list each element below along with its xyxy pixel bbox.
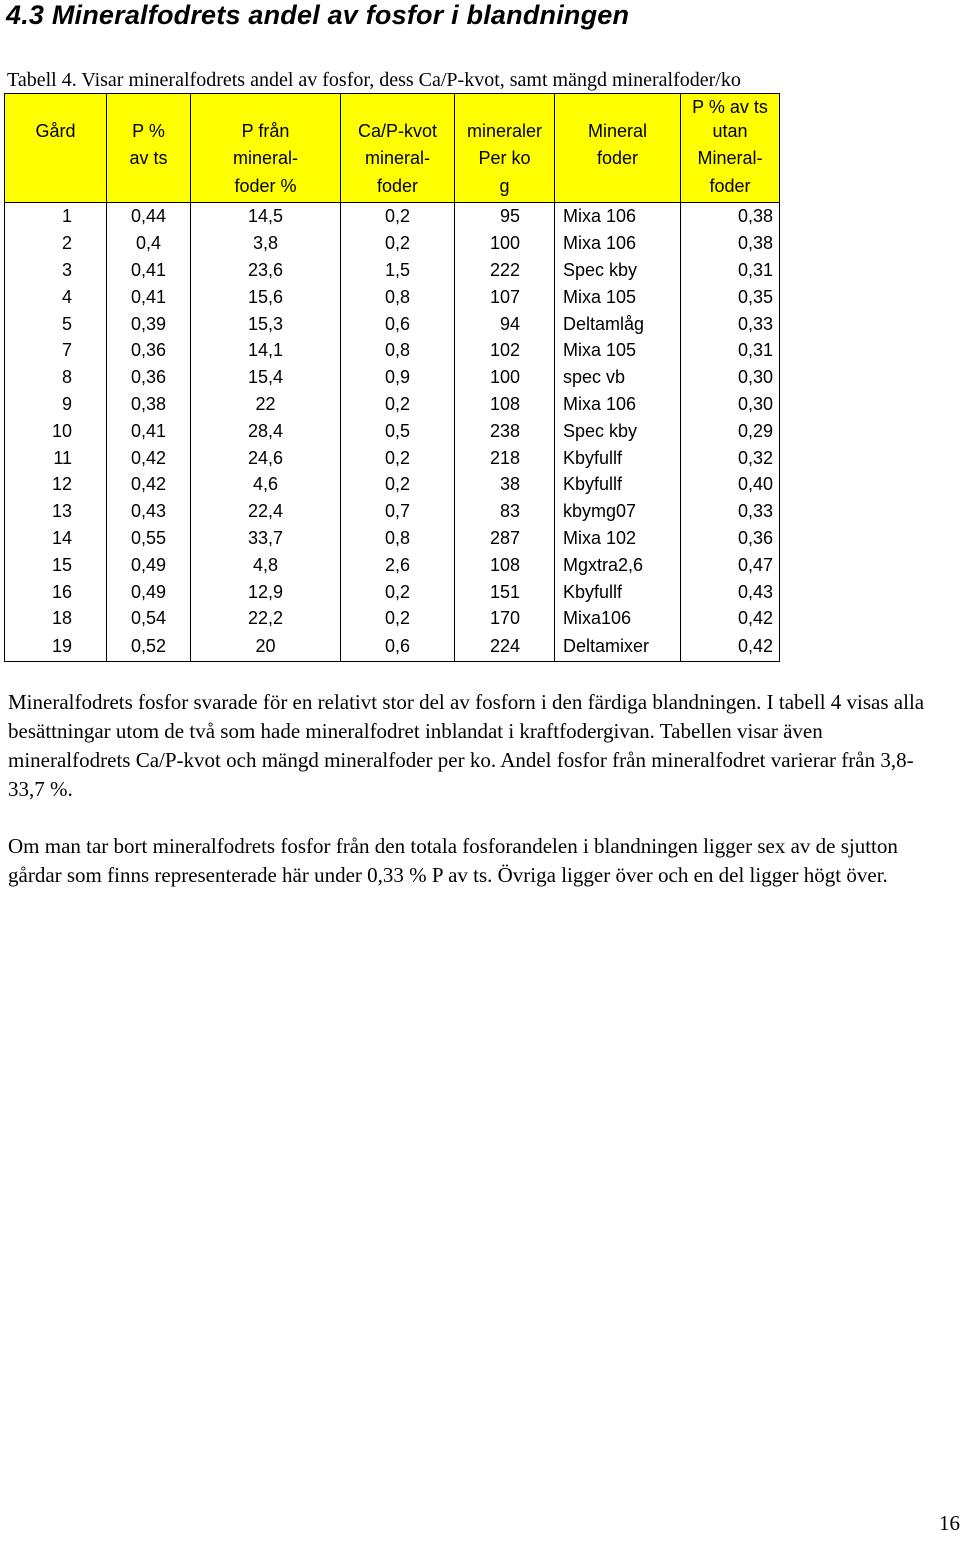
cell-mineralfoder: kbymg07: [555, 498, 681, 525]
cell-mineralfoder: Mixa106: [555, 605, 681, 632]
mineral-table: [4, 93, 780, 662]
table-row: [5, 551, 780, 578]
header-line: P % av ts: [692, 97, 768, 117]
cell-ca-p-kvot: 0,2: [341, 391, 455, 418]
cell-gard: 16: [5, 578, 107, 605]
cell-mineralfoder: Deltamixer: [555, 632, 681, 662]
cell-gard: 2: [5, 230, 107, 257]
cell-mineralfoder: Kbyfullf: [555, 471, 681, 498]
table-row: [5, 471, 780, 498]
header-line: P från: [241, 121, 290, 141]
header-line: foder: [709, 176, 751, 196]
table-row: [5, 605, 780, 632]
cell-ca-p-kvot: 0,8: [341, 283, 455, 310]
cell-p-av-ts: 0,42: [107, 444, 191, 471]
table-body: [5, 203, 780, 662]
table-row: [5, 230, 780, 257]
cell-ca-p-kvot: 0,2: [341, 471, 455, 498]
cell-mineraler-per-ko: 287: [455, 525, 555, 552]
cell-mineraler-per-ko: 100: [455, 230, 555, 257]
cell-gard: 19: [5, 632, 107, 662]
cell-p-av-ts: 0,44: [107, 203, 191, 230]
cell-gard: 7: [5, 337, 107, 364]
cell-mineraler-per-ko: 218: [455, 444, 555, 471]
cell-p-av-ts: 0,36: [107, 337, 191, 364]
cell-gard: 1: [5, 203, 107, 230]
header-line: av ts: [129, 148, 168, 168]
cell-ca-p-kvot: 0,8: [341, 525, 455, 552]
table-row: [5, 203, 780, 230]
header-mineraler-per-ko: [455, 94, 555, 203]
header-line: foder: [596, 148, 639, 168]
cell-gard: 4: [5, 283, 107, 310]
header-line: utan: [712, 121, 748, 141]
cell-ca-p-kvot: 0,2: [341, 230, 455, 257]
cell-gard: 8: [5, 364, 107, 391]
cell-ca-p-kvot: 0,2: [341, 203, 455, 230]
header-line: Ca/P-kvot: [357, 121, 438, 141]
cell-p-fran-mineralfoder: 28,4: [191, 417, 341, 444]
cell-mineraler-per-ko: 222: [455, 257, 555, 284]
cell-p-fran-mineralfoder: 22,4: [191, 498, 341, 525]
header-p-fran-mineralfoder: [191, 94, 341, 203]
cell-mineraler-per-ko: 108: [455, 391, 555, 418]
paragraph-2: Om man tar bort mineralfodrets fosfor från den totala fosforandelen i blandningen ligger sex av de sjutton gårdar som finns representerade här under 0,33 % P av ts. Övriga ligger över och en del ligger högt över.: [8, 834, 898, 887]
cell-p-fran-mineralfoder: 14,5: [191, 203, 341, 230]
cell-mineralfoder: Mixa 106: [555, 391, 681, 418]
cell-mineralfoder: Spec kby: [555, 257, 681, 284]
cell-p-av-ts: 0,36: [107, 364, 191, 391]
cell-mineraler-per-ko: 102: [455, 337, 555, 364]
cell-p-utan-mineralfoder: 0,31: [681, 257, 780, 284]
table-header-row: [5, 94, 780, 203]
table-row: [5, 257, 780, 284]
cell-p-utan-mineralfoder: 0,35: [681, 283, 780, 310]
cell-p-av-ts: 0,43: [107, 498, 191, 525]
cell-p-utan-mineralfoder: 0,33: [681, 310, 780, 337]
cell-p-utan-mineralfoder: 0,36: [681, 525, 780, 552]
cell-p-utan-mineralfoder: 0,33: [681, 498, 780, 525]
cell-gard: 18: [5, 605, 107, 632]
cell-p-utan-mineralfoder: 0,42: [681, 632, 780, 662]
cell-p-utan-mineralfoder: 0,32: [681, 444, 780, 471]
cell-ca-p-kvot: 2,6: [341, 551, 455, 578]
cell-mineralfoder: spec vb: [555, 364, 681, 391]
cell-p-av-ts: 0,55: [107, 525, 191, 552]
cell-p-utan-mineralfoder: 0,38: [681, 230, 780, 257]
cell-p-utan-mineralfoder: 0,43: [681, 578, 780, 605]
header-line: mineral-: [232, 148, 298, 168]
cell-p-utan-mineralfoder: 0,29: [681, 417, 780, 444]
paragraph-1: Mineralfodrets fosfor svarade för en relativt stor del av fosforn i den färdiga blandningen. I tabell 4 visas alla besättningar utom de två som hade mineralfodret inblandat i kraftfodergivan. Tabellen visar även mineralfodrets Ca/P-kvot och mängd mineralfoder per ko. Andel fosfor från mineralfodret varierar från 3,8-33,7 %.: [8, 690, 925, 801]
table-row: [5, 578, 780, 605]
cell-mineralfoder: Kbyfullf: [555, 444, 681, 471]
cell-gard: 15: [5, 551, 107, 578]
header-ca-p-kvot: [341, 94, 455, 203]
cell-p-av-ts: 0,41: [107, 283, 191, 310]
cell-gard: 10: [5, 417, 107, 444]
header-line: g: [499, 176, 510, 196]
table-row: [5, 498, 780, 525]
header-line: Gård: [35, 121, 76, 141]
header-mineralfoder: [555, 94, 681, 203]
cell-p-fran-mineralfoder: 22,2: [191, 605, 341, 632]
cell-ca-p-kvot: 1,5: [341, 257, 455, 284]
cell-p-av-ts: 0,42: [107, 471, 191, 498]
cell-p-utan-mineralfoder: 0,47: [681, 551, 780, 578]
table-row: [5, 337, 780, 364]
cell-gard: 12: [5, 471, 107, 498]
table-row: [5, 417, 780, 444]
cell-p-av-ts: 0,38: [107, 391, 191, 418]
table-row: [5, 364, 780, 391]
table-row: [5, 444, 780, 471]
cell-ca-p-kvot: 0,5: [341, 417, 455, 444]
header-line: Per ko: [478, 148, 531, 168]
cell-mineraler-per-ko: 38: [455, 471, 555, 498]
cell-p-fran-mineralfoder: 14,1: [191, 337, 341, 364]
cell-ca-p-kvot: 0,6: [341, 310, 455, 337]
table-caption: Tabell 4. Visar mineralfodrets andel av fosfor, dess Ca/P-kvot, samt mängd mineralfoder/ko: [7, 69, 741, 91]
page-number: 16: [939, 1511, 960, 1535]
header-line: P %: [132, 121, 165, 141]
cell-p-fran-mineralfoder: 33,7: [191, 525, 341, 552]
cell-mineralfoder: Spec kby: [555, 417, 681, 444]
cell-gard: 11: [5, 444, 107, 471]
cell-mineraler-per-ko: 170: [455, 605, 555, 632]
cell-mineraler-per-ko: 107: [455, 283, 555, 310]
cell-ca-p-kvot: 0,2: [341, 578, 455, 605]
table-row: [5, 310, 780, 337]
cell-mineraler-per-ko: 151: [455, 578, 555, 605]
table-row: [5, 391, 780, 418]
cell-mineralfoder: Mixa 106: [555, 230, 681, 257]
cell-p-utan-mineralfoder: 0,30: [681, 364, 780, 391]
cell-p-fran-mineralfoder: 15,4: [191, 364, 341, 391]
cell-p-utan-mineralfoder: 0,31: [681, 337, 780, 364]
cell-mineraler-per-ko: 94: [455, 310, 555, 337]
cell-gard: 9: [5, 391, 107, 418]
cell-gard: 14: [5, 525, 107, 552]
cell-mineraler-per-ko: 100: [455, 364, 555, 391]
cell-p-fran-mineralfoder: 12,9: [191, 578, 341, 605]
cell-ca-p-kvot: 0,6: [341, 632, 455, 662]
cell-ca-p-kvot: 0,9: [341, 364, 455, 391]
header-line: mineraler: [466, 121, 543, 141]
cell-ca-p-kvot: 0,7: [341, 498, 455, 525]
cell-p-av-ts: 0,4: [107, 230, 191, 257]
cell-mineralfoder: Mgxtra2,6: [555, 551, 681, 578]
cell-p-av-ts: 0,39: [107, 310, 191, 337]
cell-p-fran-mineralfoder: 23,6: [191, 257, 341, 284]
table-row: [5, 525, 780, 552]
cell-p-fran-mineralfoder: 4,6: [191, 471, 341, 498]
cell-p-fran-mineralfoder: 15,6: [191, 283, 341, 310]
cell-mineralfoder: Mixa 102: [555, 525, 681, 552]
cell-mineralfoder: Kbyfullf: [555, 578, 681, 605]
cell-p-fran-mineralfoder: 22: [191, 391, 341, 418]
header-line: Mineral: [587, 121, 648, 141]
cell-gard: 13: [5, 498, 107, 525]
cell-mineraler-per-ko: 108: [455, 551, 555, 578]
cell-mineraler-per-ko: 224: [455, 632, 555, 662]
header-line: foder %: [234, 176, 297, 196]
cell-gard: 3: [5, 257, 107, 284]
header-line: foder: [376, 176, 419, 196]
section-heading: 4.3 Mineralfodrets andel av fosfor i blandningen: [6, 0, 630, 30]
cell-mineraler-per-ko: 95: [455, 203, 555, 230]
cell-p-av-ts: 0,52: [107, 632, 191, 662]
header-gard: [5, 94, 107, 203]
header-line: Mineral-: [697, 148, 763, 168]
cell-mineralfoder: Deltamlåg: [555, 310, 681, 337]
cell-ca-p-kvot: 0,2: [341, 444, 455, 471]
cell-p-utan-mineralfoder: 0,40: [681, 471, 780, 498]
cell-gard: 5: [5, 310, 107, 337]
table-row: [5, 632, 780, 662]
cell-mineralfoder: Mixa 105: [555, 337, 681, 364]
cell-mineralfoder: Mixa 105: [555, 283, 681, 310]
cell-p-av-ts: 0,49: [107, 578, 191, 605]
cell-ca-p-kvot: 0,2: [341, 605, 455, 632]
cell-p-fran-mineralfoder: 3,8: [191, 230, 341, 257]
cell-p-fran-mineralfoder: 20: [191, 632, 341, 662]
cell-p-fran-mineralfoder: 15,3: [191, 310, 341, 337]
cell-p-fran-mineralfoder: 4,8: [191, 551, 341, 578]
cell-ca-p-kvot: 0,8: [341, 337, 455, 364]
cell-p-av-ts: 0,49: [107, 551, 191, 578]
cell-p-utan-mineralfoder: 0,38: [681, 203, 780, 230]
cell-p-utan-mineralfoder: 0,42: [681, 605, 780, 632]
header-p-utan-mineralfoder: [681, 94, 780, 203]
cell-mineraler-per-ko: 83: [455, 498, 555, 525]
table-row: [5, 283, 780, 310]
cell-mineraler-per-ko: 238: [455, 417, 555, 444]
header-line: mineral-: [364, 148, 430, 168]
header-p-av-ts: [107, 94, 191, 203]
cell-p-av-ts: 0,54: [107, 605, 191, 632]
cell-p-av-ts: 0,41: [107, 417, 191, 444]
cell-p-fran-mineralfoder: 24,6: [191, 444, 341, 471]
cell-p-av-ts: 0,41: [107, 257, 191, 284]
cell-mineralfoder: Mixa 106: [555, 203, 681, 230]
cell-p-utan-mineralfoder: 0,30: [681, 391, 780, 418]
